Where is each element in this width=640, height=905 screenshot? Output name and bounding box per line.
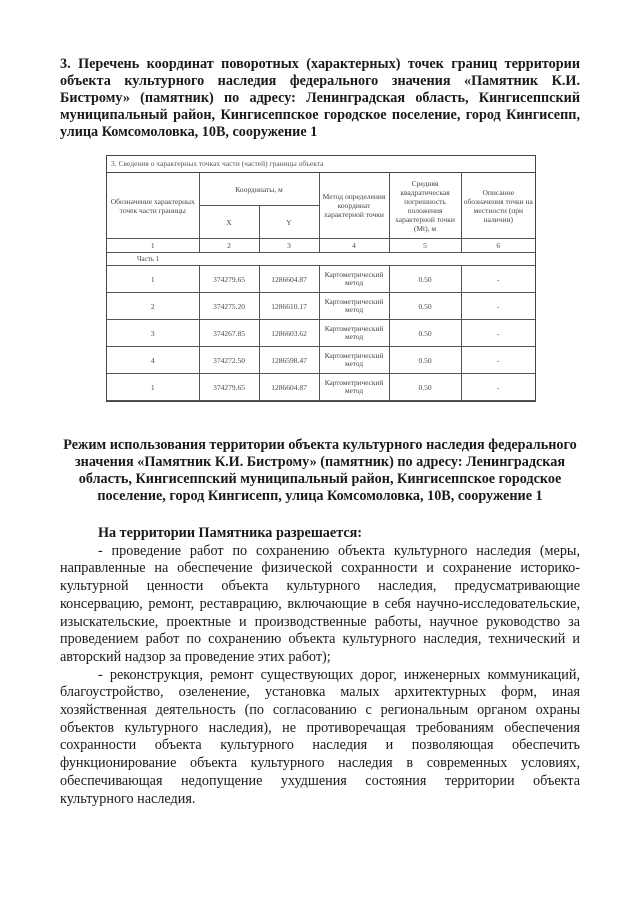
cell-x: 374275.20 xyxy=(199,293,259,320)
table-caption: 3. Сведения о характерных точках части (частей) границы объекта xyxy=(107,156,535,173)
header-x: X xyxy=(199,206,259,239)
paragraph: - реконструкция, ремонт существующих дорог, инженерных коммуникаций, благоустройство, озеленение, установка малых архитектурных форм, иная хозяйственная деятельность (по согласованию с региональным органом охраны объектов культурного наследия), не противоречащая требованиям обеспечения сохранности объекта культурного наследия и позволяющая обеспечить функционирование объекта культурного наследия в современных условиях, обеспечивающая недопущение ухудшения состояния территории объекта культурного наследия. xyxy=(60,666,580,807)
col-number: 4 xyxy=(319,239,389,253)
cell-description: - xyxy=(461,320,535,347)
cell-y: 1286603.62 xyxy=(259,320,319,347)
header-y: Y xyxy=(259,206,319,239)
part-row xyxy=(107,253,535,266)
cell-point: 1 xyxy=(107,374,199,401)
cell-point: 1 xyxy=(107,266,199,293)
cell-accuracy: 0.50 xyxy=(389,266,461,293)
table-row xyxy=(107,266,535,293)
table-row xyxy=(107,293,535,320)
regime-heading: Режим использования территории объекта культурного наследия федерального значения «Памятник К.И. Бистрому» (памятник) по адресу: Ленинградская область, Кингисеппский муниципальный район, Кингисеппское городское поселение, город Кингисепп, улица Комсомоловка, 10В, сооружение 1 xyxy=(63,437,577,504)
cell-y: 1286610.17 xyxy=(259,293,319,320)
header-description: Описание обозначения точки на местности (при наличии) xyxy=(461,173,535,239)
cell-y: 1286598.47 xyxy=(259,347,319,374)
col-number: 2 xyxy=(199,239,259,253)
cell-y: 1286604.87 xyxy=(259,374,319,401)
cell-point: 2 xyxy=(107,293,199,320)
col-number: 1 xyxy=(107,239,199,253)
paragraph: - проведение работ по сохранению объекта культурного наследия (меры, направленные на обеспечение физической сохранности и сохранение историко-культурной ценности объекта культурного наследия, предусматривающие консервацию, ремонт, реставрацию, включающие в себя научно-исследовательские, изыскательские, проектные и производственные работы, научное руководство за проведением работ по сохранению объекта культурного наследия, технический и авторский надзор за проведение этих работ); xyxy=(60,542,580,665)
cell-accuracy: 0.50 xyxy=(389,293,461,320)
cell-method: Картометрический метод xyxy=(319,347,389,374)
cell-accuracy: 0.50 xyxy=(389,347,461,374)
column-numbers-row xyxy=(107,239,535,253)
cell-x: 374272.50 xyxy=(199,347,259,374)
col-number: 3 xyxy=(259,239,319,253)
cell-description: - xyxy=(461,266,535,293)
header-accuracy: Средняя квадратическая погрешность положения характерной точки (Mt), м xyxy=(389,173,461,239)
allowed-heading: На территории Памятника разрешается: xyxy=(98,525,363,541)
body-text xyxy=(60,525,580,808)
cell-method: Картометрический метод xyxy=(319,374,389,401)
section-heading: 3. Перечень координат поворотных (характерных) точек границ территории объекта культурного наследия федерального значения «Памятник К.И. Бистрому» (памятник) по адресу: Ленинградская область, Кингисеппский муниципальный район, Кингисеппское городское поселение, город Кингисепп, улица Комсомоловка, 10В, сооружение 1 xyxy=(60,56,580,140)
cell-accuracy: 0.50 xyxy=(389,320,461,347)
cell-accuracy: 0.50 xyxy=(389,374,461,401)
part-label: Часть 1 xyxy=(107,253,535,266)
cell-method: Картометрический метод xyxy=(319,293,389,320)
cell-method: Картометрический метод xyxy=(319,266,389,293)
header-method: Метод определения координат характерной точки xyxy=(319,173,389,239)
cell-point: 4 xyxy=(107,347,199,374)
header-coords: Координаты, м xyxy=(199,173,319,206)
cell-y: 1286604.87 xyxy=(259,266,319,293)
header-point: Обозначение характерных точек части границы xyxy=(107,173,199,239)
coordinates-table xyxy=(106,155,536,402)
cell-x: 374279.65 xyxy=(199,266,259,293)
table-row xyxy=(107,320,535,347)
col-number: 5 xyxy=(389,239,461,253)
cell-point: 3 xyxy=(107,320,199,347)
cell-description: - xyxy=(461,347,535,374)
cell-description: - xyxy=(461,374,535,401)
table-row xyxy=(107,347,535,374)
cell-method: Картометрический метод xyxy=(319,320,389,347)
col-number: 6 xyxy=(461,239,535,253)
cell-description: - xyxy=(461,293,535,320)
cell-x: 374279.65 xyxy=(199,374,259,401)
table-row xyxy=(107,374,535,401)
cell-x: 374267.85 xyxy=(199,320,259,347)
